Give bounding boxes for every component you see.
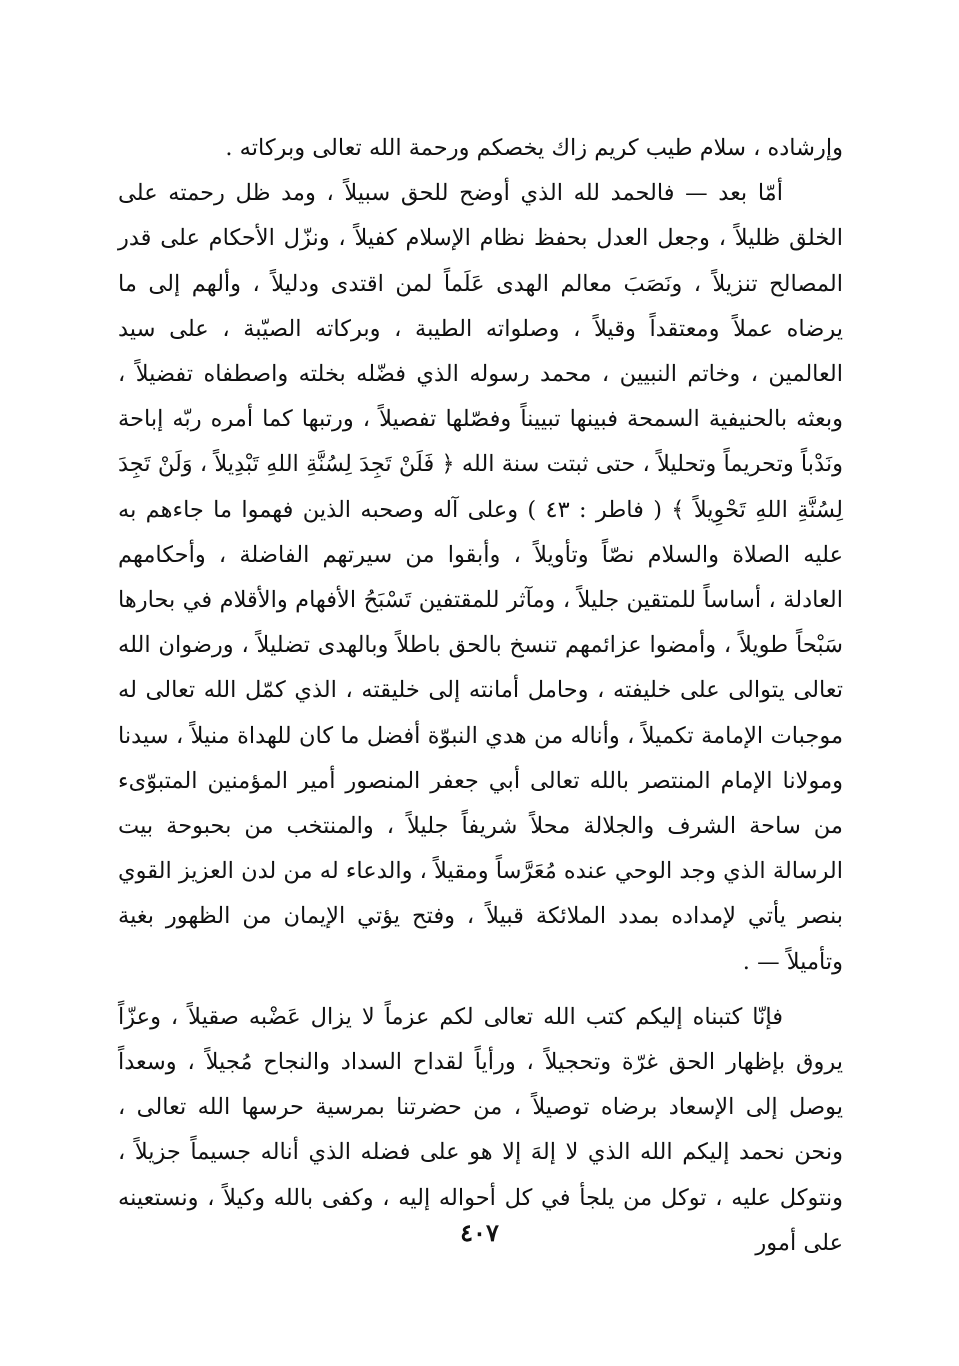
page-body-text bbox=[118, 126, 843, 1266]
paragraph-3: فإنّا كتبناه إليكم كتب الله تعالى لكم عزماً لا يزال عَضْبه صقيلاً ، وعزّاً يروق بإظهار الحق غرّة وتحجيلاً ، ورأياً لقداح السداد والنجاح مُجيلاً ، وسعداً يوصل إلى الإسعاد برضاه توصيلاً ، من حضرتنا بمرسية حرسها الله تعالى ، ونحن نحمد إليكم الله الذي لا إلهَ إلا هو على فضله الذي أناله جسيماً جزيلاً ، ونتوكل عليه ، توكل من يلجأ في كل أحواله إليه ، وكفى بالله وكيلاً ، ونستعينه على أمور bbox=[118, 1003, 843, 1256]
page-number: ٤٠٧ bbox=[460, 1218, 499, 1247]
paragraph-1: وإرشاده ، سلام طيب كريم زاك يخصكم ورحمة الله تعالى وبركاته . bbox=[225, 135, 843, 161]
paragraph-2: أمّا بعد — فالحمد لله الذي أوضح للحق سبيلاً ، ومد ظل رحمته على الخلق ظليلاً ، وجعل العدل بحفظ نظام الإسلام كفيلاً ، ونزّل الأحكام على قدر المصالح تنزيلاً ، ونَصَبَ معالم الهدى عَلَماً لمن اقتدى ودليلاً ، وألهم إلى ما يرضاه عملاً ومعتقداً وقيلاً ، وصلواته الطيبة ، وبركاته الصيّبة ، على سيد العالمين ، وخاتم النبيين ، محمد رسوله الذي فضّله بخلته واصطفاه تفضيلاً ، وبعثه بالحنيفية السمحة فبينها تبييناً وفصّلها تفصيلاً ، ورتبها كما أمره ربّه إباحة ونَدْباً وتحريماً وتحليلاً ، حتى ثبتت سنة الله ﴿ فَلَنْ تَجِدَ لِسُنَّةِ اللهِ تَبْدِيلاً ، وَلَنْ تَجِدَ لِسُنَّةِ اللهِ تَحْوِيلاً ﴾ ( فاطر : ٤٣ ) وعلى آله وصحبه الذين فهموا ما جاءهم به عليه الصلاة والسلام نصّاً وتأويلاً ، وأبقوا من سيرتهم الفاضلة ، وأحكامهم العادلة ، أساساً للمتقين جليلاً ، ومآثر للمقتفين تَسْبَحُ الأفهام والأقلام في بحارها سَبْحاً طويلاً ، وأمضوا عزائمهم تنسخ بالحق باطلاً وبالهدى تضليلاً ، ورضوان الله تعالى يتوالى على خليفته ، وحامل أمانته إلى خليقته ، الذي كمّل الله تعالى له موجبات الإمامة تكميلاً ، وأناله من هدي النبوّة أفضل ما كان للهداة منيلاً ، سيدنا ومولانا الإمام المنتصر بالله تعالى أبي جعفر المنصور أمير المؤمنين المتبوّىء من ساحة الشرف والجلالة محلاً شريفاً جليلاً ، والمنتخب من بحبوحة بيت الرسالة الذي وجد الوحي عنده مُعَرَّساً ومقيلاً ، والدعاء له من لدن العزيز القوي بنصر يأتي لإمداده بمدد الملائكة قبيلاً ، وفتح يؤتي الإيمان من الظهور بغية وتأميلاً — . bbox=[118, 180, 843, 975]
